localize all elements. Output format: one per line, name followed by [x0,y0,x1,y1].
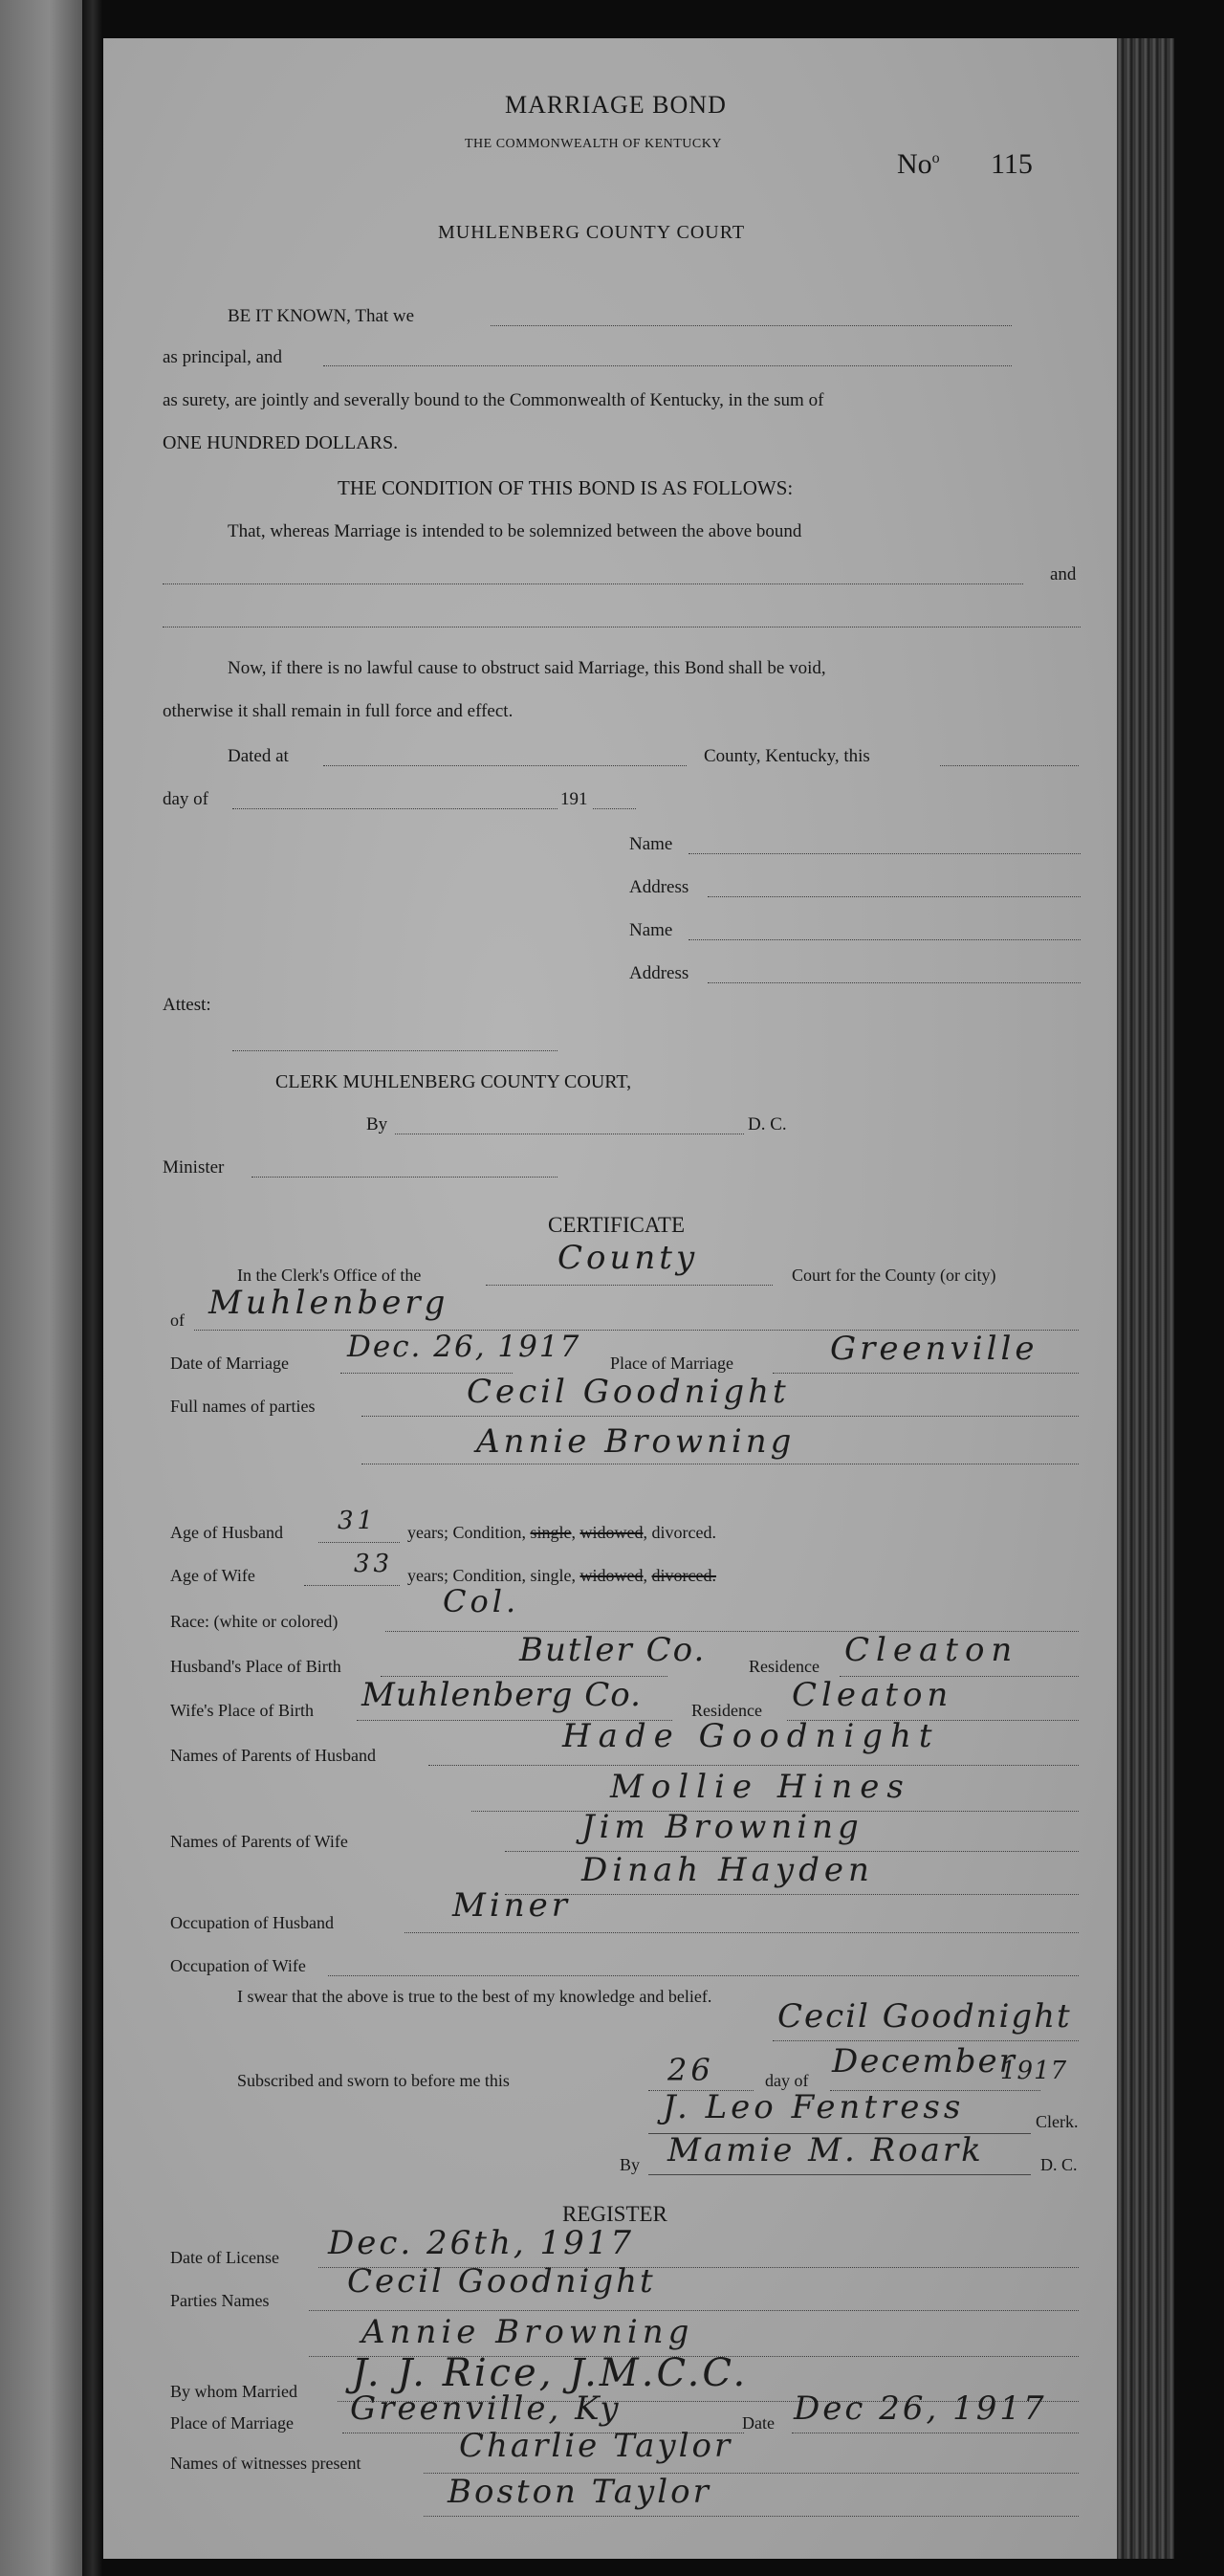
year-prefix: 191 [560,789,588,809]
age-husband-handwritten: 31 [338,1507,378,1535]
married-by-handwritten: J. J. Rice, J.M.C.C. [352,2351,749,2395]
wife-birth-label: Wife's Place of Birth [170,1701,314,1720]
marriage-bond-page [103,38,1117,2559]
day-of-label: day of [765,2071,809,2090]
address-2: Address [629,963,689,983]
court-heading: MUHLENBERG COUNTY COURT [438,222,746,243]
court-for-label: Court for the County (or city) [792,1266,996,1285]
condition-heading: THE CONDITION OF THIS BOND IS AS FOLLOWS: [338,476,794,499]
parents-wife-label: Names of Parents of Wife [170,1832,348,1851]
attest-label: Attest: [163,995,211,1015]
clerk-court-line: CLERK MUHLENBERG COUNTY COURT, [275,1071,632,1092]
bond-amount: ONE HUNDRED DOLLARS. [163,432,399,453]
register-party-1: Cecil Goodnight [347,2262,656,2301]
wife-residence-label: Residence [691,1701,762,1720]
race-label: Race: (white or colored) [170,1612,339,1631]
parents-husband-label: Names of Parents of Husband [170,1746,376,1765]
register-place-label: Place of Marriage [170,2413,294,2433]
form-title: MARRIAGE BOND [505,91,727,119]
principal-line: as principal, and [163,347,283,367]
husband-father-handwritten: Hade Goodnight [562,1717,940,1755]
be-it-known: BE IT KNOWN, That we [228,306,415,326]
commonwealth-line: THE COMMONWEALTH OF KENTUCKY [465,137,722,151]
deputy-clerk-signature: Mamie M. Roark [667,2131,984,2169]
wife-birth-handwritten: Muhlenberg Co. [361,1676,642,1714]
dc-title: D. C. [1040,2155,1078,2174]
name-1: Name [629,834,673,854]
party-1-handwritten: Cecil Goodnight [467,1373,790,1411]
name-2: Name [629,920,673,940]
wife-mother-handwritten: Dinah Hayden [581,1851,874,1889]
age-wife-condition: years; Condition, single, widowed, divorced. [407,1566,716,1585]
widowed-struck: widowed [579,1523,644,1542]
parties-names-label: Parties Names [170,2291,270,2310]
race-handwritten: Col. [443,1583,520,1619]
place-of-marriage-label: Place of Marriage [610,1354,733,1373]
clerk-title: Clerk. [1036,2112,1079,2131]
age-husband-label: Age of Husband [170,1523,283,1542]
age-wife-handwritten: 33 [354,1550,394,1578]
husband-residence-label: Residence [749,1657,820,1676]
clerk-signature: J. Leo Fentress [663,2088,965,2126]
surety-line: as surety, are jointly and severally bound to the Commonwealth of Kentucky, in the sum of [163,390,824,410]
certificate-heading: CERTIFICATE [548,1213,686,1237]
bond-number: 115 [991,148,1033,180]
register-party-2: Annie Browning [361,2313,694,2351]
whereas-line: That, whereas Marriage is intended to be solemnized between the above bound [228,521,802,541]
occ-wife-label: Occupation of Wife [170,1956,306,1975]
day-of: day of [163,789,209,809]
husband-birth-handwritten: Butler Co. [519,1631,707,1669]
register-date-label: Date [742,2413,775,2433]
register-date-handwritten: Dec 26, 1917 [794,2389,1047,2428]
and-word: and [1050,564,1077,584]
clerks-office-label: In the Clerk's Office of the [237,1266,422,1285]
of-label: of [170,1310,185,1330]
register-place-handwritten: Greenville, Ky [350,2389,622,2428]
wife-father-handwritten: Jim Browning [581,1808,863,1846]
minister-label: Minister [163,1157,225,1178]
husband-residence-handwritten: Cleaton [844,1631,1019,1669]
by-label: By [366,1114,388,1134]
husband-birth-label: Husband's Place of Birth [170,1657,341,1676]
witness-1-handwritten: Charlie Taylor [459,2427,733,2465]
witnesses-label: Names of witnesses present [170,2454,361,2473]
married-by-label: By whom Married [170,2382,297,2401]
register-heading: REGISTER [562,2202,667,2226]
single-struck: single [530,1523,572,1542]
void-clause-2: otherwise it shall remain in full force and effect. [163,701,514,721]
stacked-page-edges [1117,38,1174,2559]
county-of-handwritten: Muhlenberg [208,1284,449,1322]
subscribed-label: Subscribed and sworn to before me this [237,2071,510,2090]
void-clause-1: Now, if there is no lawful cause to obstruct said Marriage, this Bond shall be void, [228,658,826,678]
dc-label: D. C. [748,1114,787,1134]
age-wife-label: Age of Wife [170,1566,255,1585]
sworn-month-handwritten: December [832,2042,1016,2081]
book-spine [82,0,103,2576]
sworn-year-handwritten: 1917 [1000,2057,1068,2085]
occ-husband-handwritten: Miner [452,1886,571,1925]
office-county-handwritten: County [557,1239,699,1277]
oath-signature: Cecil Goodnight [777,1997,1072,2036]
sworn-day-handwritten: 26 [667,2052,714,2088]
address-1: Address [629,877,689,897]
occ-husband-label: Occupation of Husband [170,1913,334,1932]
date-of-marriage-label: Date of Marriage [170,1354,289,1373]
county-ky: County, Kentucky, this [704,746,870,766]
wife-residence-handwritten: Cleaton [792,1676,953,1714]
number-label: No$^o$ [897,148,940,180]
age-husband-condition: years; Condition, single, widowed, divorced. [407,1523,716,1542]
dc-by-label: By [620,2155,641,2174]
license-date-label: Date of License [170,2248,279,2267]
party-2-handwritten: Annie Browning [476,1422,796,1461]
witness-2-handwritten: Boston Taylor [448,2473,711,2511]
license-date-handwritten: Dec. 26th, 1917 [328,2224,635,2262]
oath-statement: I swear that the above is true to the best of my knowledge and belief. [237,1987,712,2006]
date-of-marriage-handwritten: Dec. 26, 1917 [347,1330,581,1364]
dated-at: Dated at [228,746,289,766]
place-of-marriage-handwritten: Greenville [830,1330,1038,1368]
full-names-label: Full names of parties [170,1397,316,1416]
husband-mother-handwritten: Mollie Hines [610,1768,911,1806]
previous-page-edge [0,0,82,2576]
